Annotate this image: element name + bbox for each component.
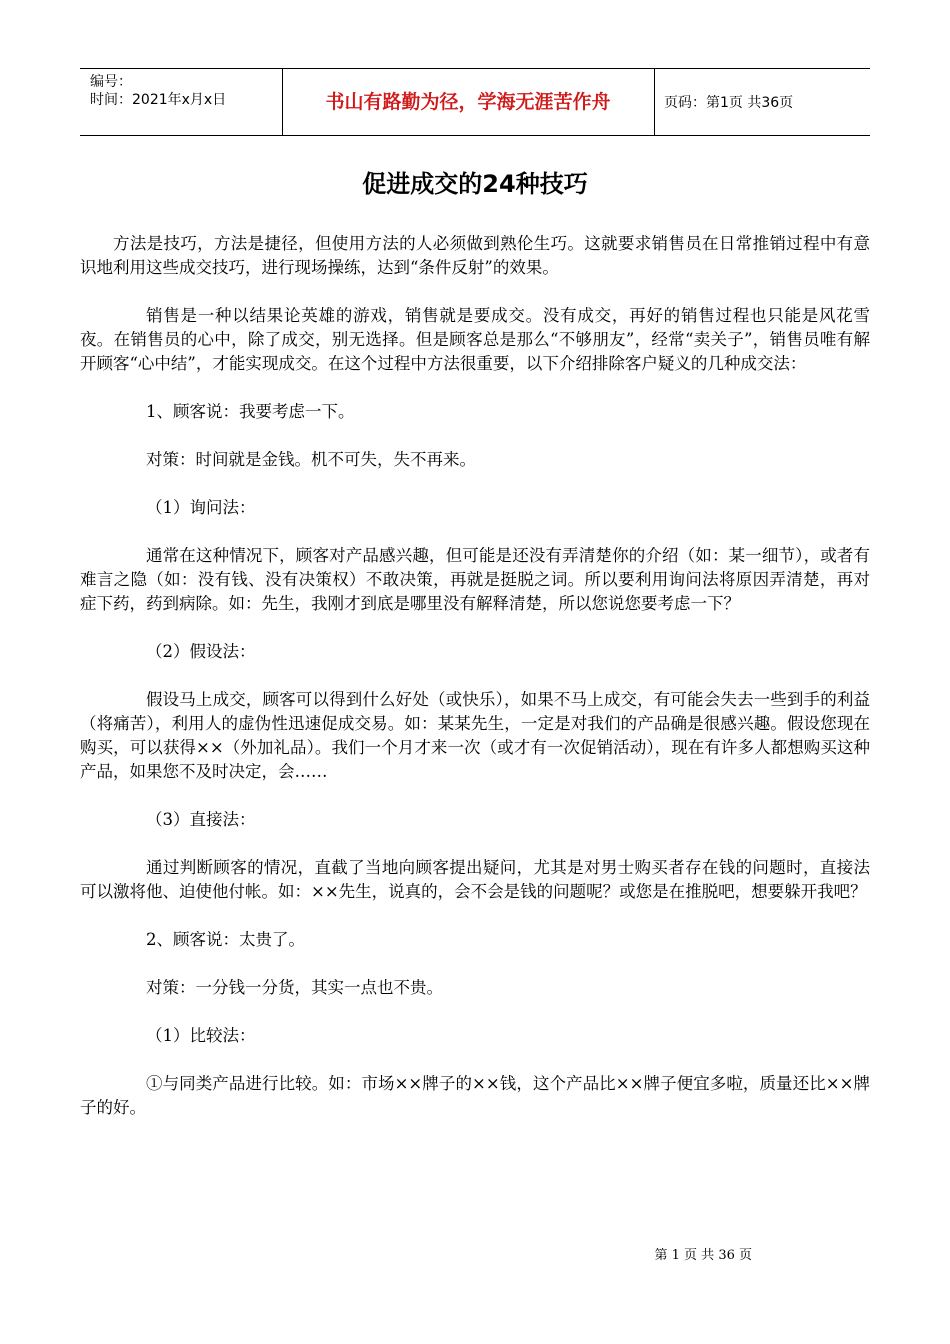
paragraph: （1）比较法： — [146, 1026, 256, 1045]
document-body — [80, 232, 870, 1120]
header-number: 编号： — [90, 74, 132, 90]
paragraph: （1）询问法： — [146, 498, 256, 517]
paragraph: 对策：一分钱一分货，其实一点也不贵。 — [146, 978, 443, 997]
paragraph: 对策：时间就是金钱。机不可失，失不再来。 — [146, 450, 476, 469]
header-divider — [654, 69, 655, 135]
paragraph: 1、顾客说：我要考虑一下。 — [146, 402, 355, 421]
header-table — [80, 68, 870, 136]
paragraph: 假设马上成交，顾客可以得到什么好处（或快乐），如果不马上成交，有可能会失去一些到手的利益（将痛苦），利用人的虚伪性迅速促成交易。如：某某先生，一定是对我们的产品确是很感兴趣。假设您现在购买，可以获得××（外加礼品）。我们一个月才来一次（或才有一次促销活动），现在有许多人都想购买这种产品，如果您不及时决定，会…… — [80, 690, 870, 781]
header-motto: 书山有路勤为径，学海无涯苦作舟 — [325, 91, 611, 113]
paragraph: 通过判断顾客的情况，直截了当地向顾客提出疑问，尤其是对男士购买者存在钱的问题时，直接法可以激将他、迫使他付帐。如：××先生，说真的，会不会是钱的问题呢？或您是在推脱吧，想要躲开我吧？ — [80, 858, 870, 901]
paragraph: 通常在这种情况下，顾客对产品感兴趣，但可能是还没有弄清楚你的介绍（如：某一细节），或者有难言之隐（如：没有钱、没有决策权）不敢决策，再就是挺脱之词。所以要利用询问法将原因弄清楚，再对症下药，药到病除。如：先生，我刚才到底是哪里没有解释清楚，所以您说您要考虑一下？ — [80, 546, 870, 613]
header-meta — [90, 73, 226, 109]
paragraph: （3）直接法： — [146, 810, 256, 829]
paragraph: 方法是技巧，方法是捷径，但使用方法的人必须做到熟伦生巧。这就要求销售员在日常推销过程中有意识地利用这些成交技巧，进行现场操练，达到“条件反射”的效果。 — [80, 234, 870, 277]
document-title: 促进成交的24种技巧 — [362, 170, 588, 198]
paragraph: 2、顾客说：太贵了。 — [146, 930, 305, 949]
page-footer: 第 1 页 共 36 页 — [654, 1248, 752, 1263]
paragraph: （2）假设法： — [146, 642, 256, 661]
header-page-info: 页码：第1页 共36页 — [664, 95, 794, 111]
paragraph: 销售是一种以结果论英雄的游戏，销售就是要成交。没有成交，再好的销售过程也只能是风花雪夜。在销售员的心中，除了成交，别无选择。但是顾客总是那么“不够朋友”，经常“卖关子”，销售员唯有解开顾客“心中结”，才能实现成交。在这个过程中方法很重要，以下介绍排除客户疑义的几种成交法： — [80, 306, 870, 373]
header-time: 时间：2021年x月x日 — [90, 92, 227, 108]
paragraph: ①与同类产品进行比较。如：市场××牌子的××钱，这个产品比××牌子便宜多啦，质量还比××牌子的好。 — [80, 1074, 870, 1117]
